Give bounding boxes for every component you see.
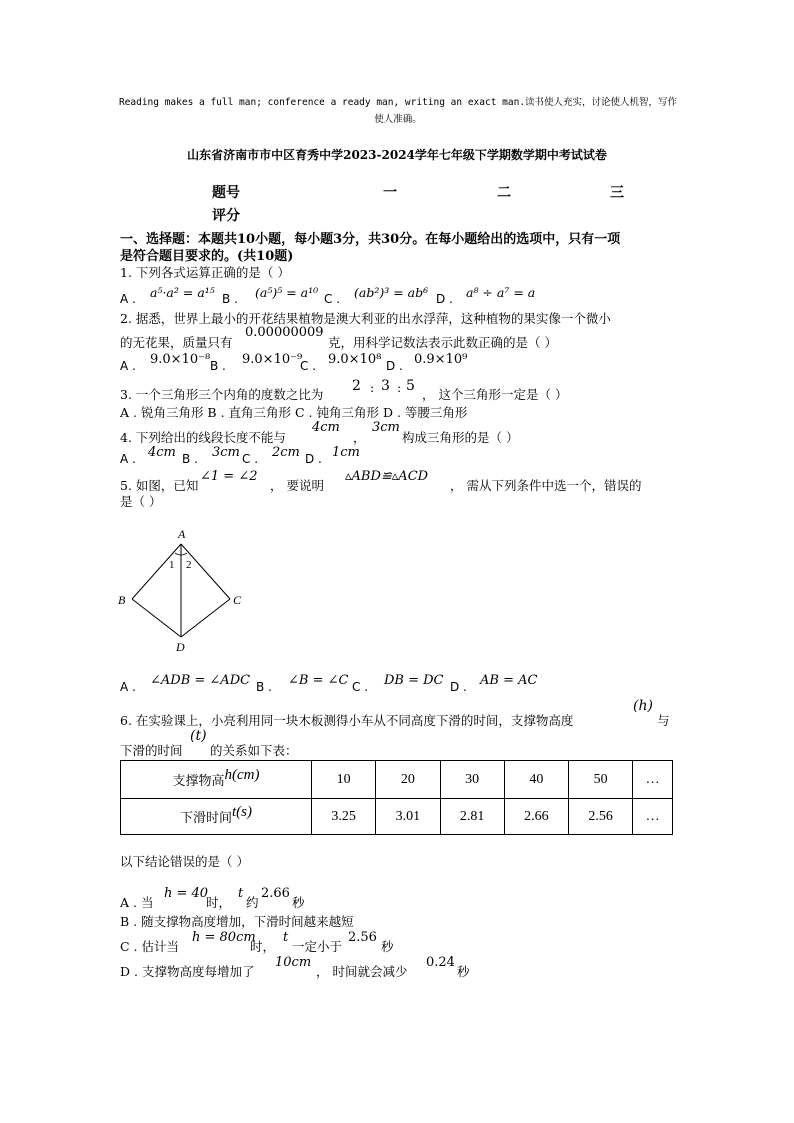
q6-optC-value: 2.56 bbox=[348, 930, 377, 945]
q6-optC-post: 秒 bbox=[381, 939, 394, 954]
q4-option-d: 1cm bbox=[332, 445, 360, 460]
q2-option-a: 9.0×10⁻⁸ bbox=[150, 352, 211, 367]
q5-option-b: ∠B = ∠C bbox=[288, 673, 349, 688]
q5-target: ▵ABD≌▵ACD bbox=[345, 469, 429, 484]
q5-label-c: C . bbox=[352, 680, 369, 694]
q5-figure bbox=[112, 522, 252, 662]
q4-option-a: 4cm bbox=[148, 445, 176, 460]
q3-stem-post: ， 这个三角形一定是（ ） bbox=[422, 387, 568, 402]
row-header-time-var: t(s) bbox=[232, 803, 252, 820]
q5-label-d: D . bbox=[450, 680, 467, 694]
q1-option-b: (a⁵)⁵ = a¹⁰ bbox=[255, 285, 319, 300]
section-2-header: 二 bbox=[497, 185, 511, 201]
q6-optD-math: 10cm bbox=[275, 955, 312, 970]
q4-option-c: 2cm bbox=[272, 445, 300, 460]
table-cell: 3.01 bbox=[376, 799, 440, 835]
q6-line1-post: 与 bbox=[657, 713, 670, 728]
q6-optC-math: h = 80cm bbox=[192, 930, 256, 945]
q2-option-d: 0.9×10⁹ bbox=[414, 352, 468, 367]
q4-label-c: C . bbox=[242, 452, 259, 466]
q5-given: ∠1 = ∠2 bbox=[200, 469, 258, 484]
q2-option-c: 9.0×10⁸ bbox=[328, 352, 382, 367]
label-b: B bbox=[118, 593, 126, 607]
angle-2-arc bbox=[181, 553, 187, 555]
angle-2-label: 2 bbox=[186, 559, 192, 571]
q3-colon-2: : bbox=[397, 380, 402, 395]
q2-label-d: D . bbox=[386, 359, 403, 373]
q6-data-table bbox=[120, 760, 673, 835]
q6-optD-pre: D . 支撑物高度每增加了 bbox=[120, 964, 255, 979]
row-header-height-label: 支撑物高 bbox=[172, 773, 225, 789]
exam-title: 山东省济南市市中区育秀中学2023-2024学年七年级下学期数学期中考试试卷 bbox=[187, 148, 607, 162]
q3-ratio-3: 5 bbox=[406, 378, 415, 394]
q5-stem-line2: 是（ ） bbox=[120, 494, 162, 509]
q2-option-b: 9.0×10⁻⁹ bbox=[242, 352, 303, 367]
table-cell: 30 bbox=[440, 761, 504, 799]
label-c: C bbox=[233, 593, 242, 607]
segment-ab bbox=[132, 544, 181, 599]
q6-optC-mid: 时， bbox=[250, 939, 276, 954]
score-label-number: 题号 bbox=[212, 185, 240, 201]
q6-optC-mid2: 一定小于 bbox=[292, 939, 343, 954]
q2-value: 0.00000009 bbox=[245, 325, 324, 340]
q6-t-symbol: (t) bbox=[190, 728, 207, 744]
table-cell: … bbox=[633, 799, 673, 835]
q2-label-c: C . bbox=[300, 359, 317, 373]
table-cell: 50 bbox=[569, 761, 633, 799]
table-cell: 3.25 bbox=[312, 799, 376, 835]
table-row bbox=[121, 761, 673, 799]
q4-stem-post: 构成三角形的是（ ） bbox=[402, 430, 519, 445]
label-a: A bbox=[178, 527, 186, 541]
q2-label-b: B . bbox=[210, 359, 226, 373]
table-cell: 2.66 bbox=[504, 799, 568, 835]
q6-question: 以下结论错误的是（ ） bbox=[120, 854, 249, 869]
q6-optA-mid: 时， bbox=[206, 895, 232, 910]
q2-line1: 2. 据悉，世界上最小的开花结果植物是澳大利亚的出水浮萍，这种植物的果实像一个微小 bbox=[120, 311, 611, 326]
q5-option-d: AB = AC bbox=[480, 673, 538, 688]
q4-len2: 3cm bbox=[372, 420, 400, 435]
table-cell: 20 bbox=[376, 761, 440, 799]
table-cell: 10 bbox=[312, 761, 376, 799]
angle-1-label: 1 bbox=[169, 559, 175, 571]
q4-label-a: A . bbox=[120, 452, 136, 466]
q5-stem-post: ， 需从下列条件中选一个，错误的 bbox=[450, 478, 642, 493]
q2-line2-post: 克，用科学记数法表示此数正确的是（ ） bbox=[328, 335, 557, 350]
row-header-time bbox=[121, 799, 312, 835]
row-header-height-var: h(cm) bbox=[224, 766, 260, 783]
q5-option-a: ∠ADB = ∠ADC bbox=[150, 673, 251, 688]
q3-ratio-2: 3 bbox=[381, 378, 390, 394]
segment-ac bbox=[181, 544, 230, 599]
table-row bbox=[121, 799, 673, 835]
q6-optA-t: t bbox=[238, 886, 244, 901]
header-quote: Reading makes a full man; conference a ready man, writing an exact man.读书使人充实，讨论使人机智，写作使人准确。 bbox=[118, 97, 678, 125]
q1-label-c: C . bbox=[324, 292, 341, 306]
q2-label-a: A . bbox=[120, 359, 136, 373]
q6-optA-post: 秒 bbox=[292, 895, 305, 910]
q6-optC-pre: C . 估计当 bbox=[120, 939, 179, 954]
q1-option-c: (ab²)³ = ab⁶ bbox=[354, 285, 429, 300]
q6-h-symbol: (h) bbox=[633, 698, 653, 714]
q2-line2-pre: 的无花果，质量只有 bbox=[120, 335, 233, 350]
section-1-header: 一 bbox=[383, 185, 397, 201]
q6-optA-math: h = 40 bbox=[164, 886, 209, 901]
q1-label-b: B . bbox=[222, 292, 238, 306]
q4-label-d: D . bbox=[305, 452, 322, 466]
q5-label-a: A . bbox=[120, 680, 136, 694]
q6-line2-post: 的关系如下表： bbox=[210, 743, 298, 758]
q6-optB: B . 随支撑物高度增加，下滑时间越来越短 bbox=[120, 914, 354, 929]
q1-label-a: A . bbox=[120, 292, 136, 306]
q4-len1: 4cm bbox=[312, 420, 340, 435]
q6-optA-mid2: 约 bbox=[246, 895, 259, 910]
q3-stem-pre: 3. 一个三角形三个内角的度数之比为 bbox=[120, 387, 324, 402]
segment-cd bbox=[181, 599, 230, 637]
row-header-time-label: 下滑时间 bbox=[179, 810, 232, 826]
q6-optC-t: t bbox=[283, 930, 289, 945]
q4-label-b: B . bbox=[182, 452, 198, 466]
q6-line1: 6. 在实验课上，小亮利用同一块木板测得小车从不同高度下滑的时间，支撑物高度 bbox=[120, 713, 574, 728]
q6-optD-value: 0.24 bbox=[426, 955, 455, 970]
q4-option-b: 3cm bbox=[212, 445, 240, 460]
q6-optA-value: 2.66 bbox=[261, 886, 290, 901]
q6-optA-pre: A . 当 bbox=[120, 895, 154, 910]
score-label-score: 评分 bbox=[212, 208, 240, 224]
q1-stem: 1. 下列各式运算正确的是（ ） bbox=[120, 265, 290, 280]
q5-label-b: B . bbox=[256, 680, 272, 694]
q5-stem-mid: ， 要说明 bbox=[270, 478, 324, 493]
q1-label-d: D . bbox=[436, 292, 453, 306]
q4-stem-pre: 4. 下列给出的线段长度不能与 bbox=[120, 430, 286, 445]
q3-ratio-1: 2 bbox=[352, 378, 361, 394]
label-d: D bbox=[176, 640, 185, 654]
angle-1-arc bbox=[175, 553, 181, 555]
q6-optD-post: 秒 bbox=[457, 964, 470, 979]
q5-option-c: DB = DC bbox=[384, 673, 444, 688]
table-cell: 2.56 bbox=[569, 799, 633, 835]
q3-options: A . 锐角三角形 B . 直角三角形 C . 钝角三角形 D . 等腰三角形 bbox=[120, 405, 468, 420]
row-header-height bbox=[121, 761, 312, 799]
table-cell: 40 bbox=[504, 761, 568, 799]
q5-stem-pre: 5. 如图，已知 bbox=[120, 478, 199, 493]
section-heading-line1: 一、选择题：本题共10小题，每小题3分，共30分。在每小题给出的选项中，只有一项 bbox=[120, 232, 621, 247]
section-3-header: 三 bbox=[610, 185, 624, 201]
table-cell: … bbox=[633, 761, 673, 799]
q6-optD-mid: ， 时间就会减少 bbox=[316, 964, 408, 979]
table-cell: 2.81 bbox=[440, 799, 504, 835]
section-heading-line2: 是符合题目要求的。(共10题) bbox=[120, 249, 294, 264]
q4-comma: ， bbox=[353, 430, 366, 445]
q1-option-d: a⁸ ÷ a⁷ = a bbox=[466, 285, 536, 300]
segment-bd bbox=[132, 599, 181, 637]
q1-option-a: a⁵·a² = a¹⁵ bbox=[150, 285, 215, 300]
q3-colon-1: : bbox=[370, 380, 375, 395]
q6-line2-pre: 下滑的时间 bbox=[120, 743, 183, 758]
